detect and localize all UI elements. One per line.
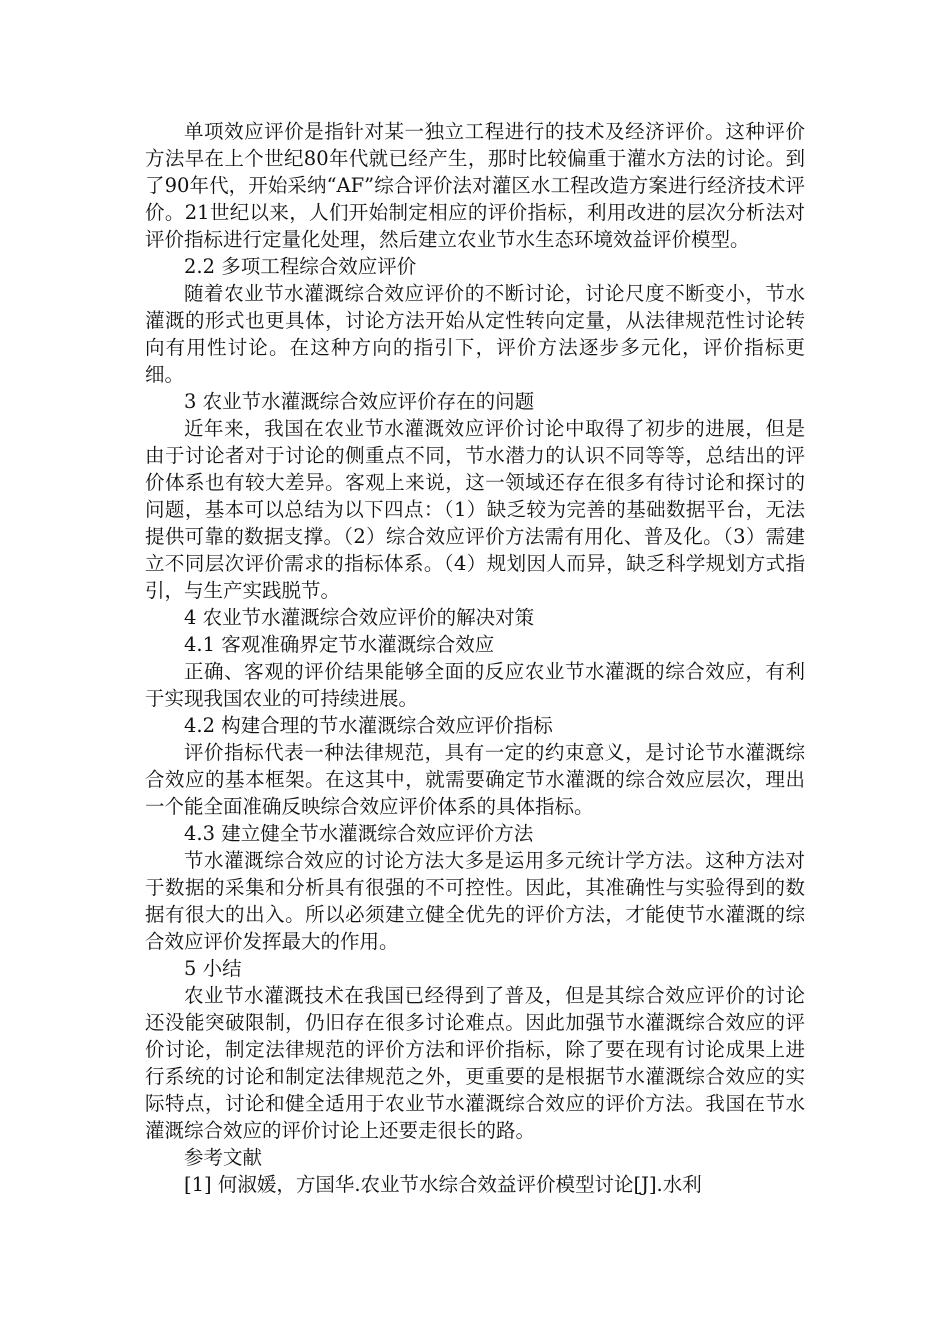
paragraph-existing-problems: 近年来，我国在农业节水灌溉效应评价讨论中取得了初步的进展，但是由于讨论者对于讨论的侧重点不同，节水潜力的认识不同等等，总结出的评价体系也有较大差异。客观上来说，这一领域还存在很多有待讨论和探讨的问题，基本可以总结为以下四点：（1）缺乏较为完善的基础数据平台，无法提供可靠的数据支撑。（2）综合效应评价方法需有用化、普及化。（3）需建立不同层次评价需求的指标体系。（4）规划因人而异，缺乏科学规划方式指引，与生产实践脱节。 bbox=[145, 417, 805, 602]
heading-4-2: 4.2 构建合理的节水灌溉综合效应评价指标 bbox=[184, 714, 553, 737]
heading-5: 5 小结 bbox=[184, 957, 242, 980]
heading-4-1: 4.1 客观准确界定节水灌溉综合效应 bbox=[184, 633, 495, 656]
paragraph-4-3: 节水灌溉综合效应的讨论方法大多是运用多元统计学方法。这种方法对于数据的采集和分析具有很强的不可控性。因此，其准确性与实验得到的数据有很大的出入。所以必须建立健全优先的评价方法，才能使节水灌溉的综合效应评价发挥最大的作用。 bbox=[145, 849, 805, 953]
document-page bbox=[145, 118, 805, 1198]
reference-item-1: [1] 何淑媛，方国华.农业节水综合效益评价模型讨论[J].水利 bbox=[184, 1173, 702, 1196]
heading-references: 参考文献 bbox=[184, 1146, 263, 1169]
heading-4-3: 4.3 建立健全节水灌溉综合效应评价方法 bbox=[184, 822, 534, 845]
paragraph-4-1: 正确、客观的评价结果能够全面的反应农业节水灌溉的综合效应，有利于实现我国农业的可持续进展。 bbox=[145, 660, 805, 710]
heading-3: 3 农业节水灌溉综合效应评价存在的问题 bbox=[184, 390, 535, 413]
heading-2-2: 2.2 多项工程综合效应评价 bbox=[184, 255, 417, 278]
paragraph-single-project-evaluation: 单项效应评价是指针对某一独立工程进行的技术及经济评价。这种评价方法早在上个世纪80年代就已经产生，那时比较偏重于灌水方法的讨论。到了90年代，开始采纳“AF”综合评价法对灌区水工程改造方案进行经济技术评价。21世纪以来，人们开始制定相应的评价指标，利用改进的层次分析法对评价指标进行定量化处理，然后建立农业节水生态环境效益评价模型。 bbox=[145, 120, 805, 251]
paragraph-summary: 农业节水灌溉技术在我国已经得到了普及，但是其综合效应评价的讨论还没能突破限制，仍旧存在很多讨论难点。因此加强节水灌溉综合效应的评价讨论，制定法律规范的评价方法和评价指标，除了要在现有讨论成果上进行系统的讨论和制定法律规范之外，更重要的是根据节水灌溉综合效应的实际特点，讨论和健全适用于农业节水灌溉综合效应的评价方法。我国在节水灌溉综合效应的评价讨论上还要走很长的路。 bbox=[145, 984, 805, 1142]
paragraph-4-2: 评价指标代表一种法律规范，具有一定的约束意义，是讨论节水灌溉综合效应的基本框架。在这其中，就需要确定节水灌溉的综合效应层次，理出一个能全面准确反映综合效应评价体系的具体指标。 bbox=[145, 741, 805, 818]
paragraph-multi-project-evaluation: 随着农业节水灌溉综合效应评价的不断讨论，讨论尺度不断变小，节水灌溉的形式也更具体，讨论方法开始从定性转向定量，从法律规范性讨论转向有用性讨论。在这种方向的指引下，评价方法逐步多元化，评价指标更细。 bbox=[145, 282, 805, 386]
heading-4: 4 农业节水灌溉综合效应评价的解决对策 bbox=[184, 606, 535, 629]
